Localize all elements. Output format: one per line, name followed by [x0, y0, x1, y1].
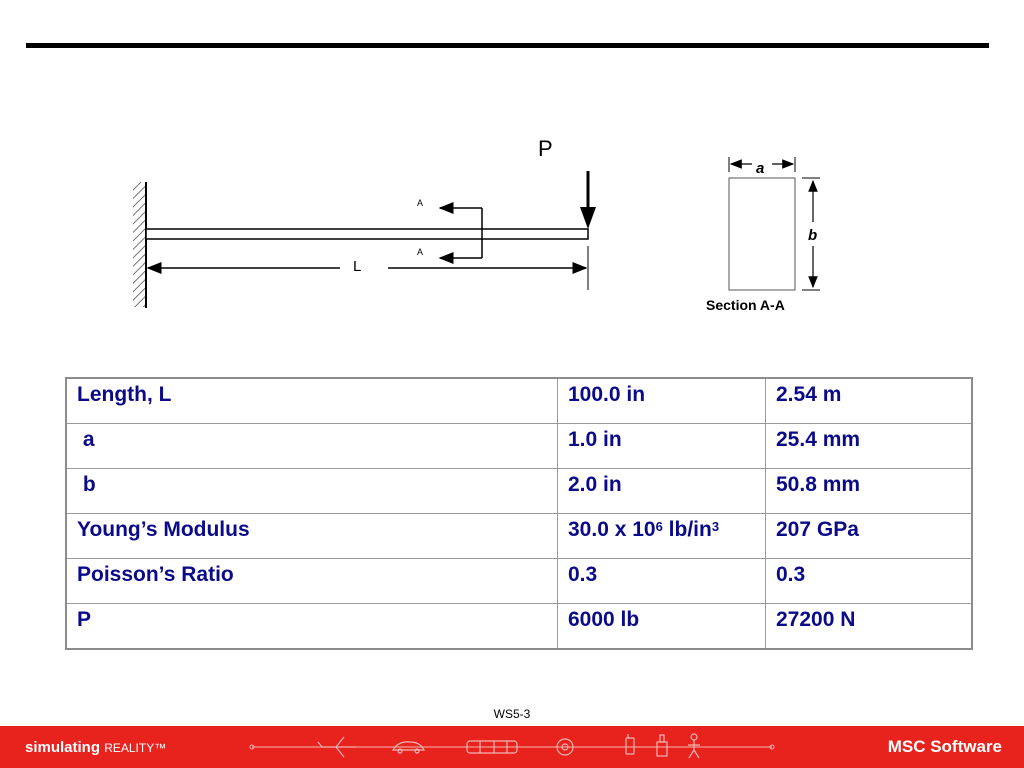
value-english: 6000 lb: [558, 604, 766, 650]
value-si: 0.3: [766, 559, 973, 604]
table-row: [66, 514, 972, 559]
value-english: 2.0 in: [558, 469, 766, 514]
section-caption: Section A-A: [706, 297, 785, 313]
cantilever-beam-diagram: [0, 0, 1024, 340]
value-english: [558, 514, 766, 559]
modulus-base: 30.0 x 10: [568, 518, 656, 541]
property-name: Length, L: [66, 378, 558, 424]
modulus-unit-exponent: 3: [711, 519, 720, 534]
table-row: [66, 469, 972, 514]
table-row: [66, 424, 972, 469]
property-name: a: [66, 424, 558, 469]
length-label: L: [353, 258, 362, 275]
footer-icon-strip: [0, 726, 1024, 768]
airplane-icon: [318, 737, 356, 757]
value-si: 27200 N: [766, 604, 973, 650]
person-icon: [688, 734, 700, 758]
property-name: b: [66, 469, 558, 514]
value-english: 1.0 in: [558, 424, 766, 469]
wall-hatch: [133, 182, 145, 307]
section-marker-bottom: A: [417, 247, 424, 257]
slide-number: WS5-3: [493, 707, 531, 721]
section-marker-top: A: [417, 198, 424, 208]
brand-bold: simulating: [25, 739, 101, 756]
cross-section-rect: [729, 178, 795, 290]
beam: [146, 229, 588, 239]
modulus-exponent: 6: [655, 519, 663, 534]
value-si: 207 GPa: [766, 514, 973, 559]
modulus-unit: lb/in: [662, 518, 712, 541]
bottle-icon: [657, 735, 667, 756]
height-label: b: [808, 227, 818, 244]
value-si: 2.54 m: [766, 378, 973, 424]
phone-icon: [626, 734, 634, 754]
value-si: 50.8 mm: [766, 469, 973, 514]
value-english: 100.0 in: [558, 378, 766, 424]
value-english: 0.3: [558, 559, 766, 604]
property-name: Poisson’s Ratio: [66, 559, 558, 604]
table-row: [66, 378, 972, 424]
property-name: Young’s Modulus: [66, 514, 558, 559]
table-row: [66, 604, 972, 650]
table-row: [66, 559, 972, 604]
width-label: a: [756, 160, 765, 177]
properties-table: [65, 377, 973, 650]
load-arrowhead: [580, 207, 596, 229]
footer-bar: [0, 726, 1024, 768]
load-label: P: [538, 136, 553, 161]
value-si: 25.4 mm: [766, 424, 973, 469]
brand-thin: REALITY™: [104, 741, 167, 755]
property-name: P: [66, 604, 558, 650]
msc-software-logo: MSC Software: [887, 737, 1002, 756]
